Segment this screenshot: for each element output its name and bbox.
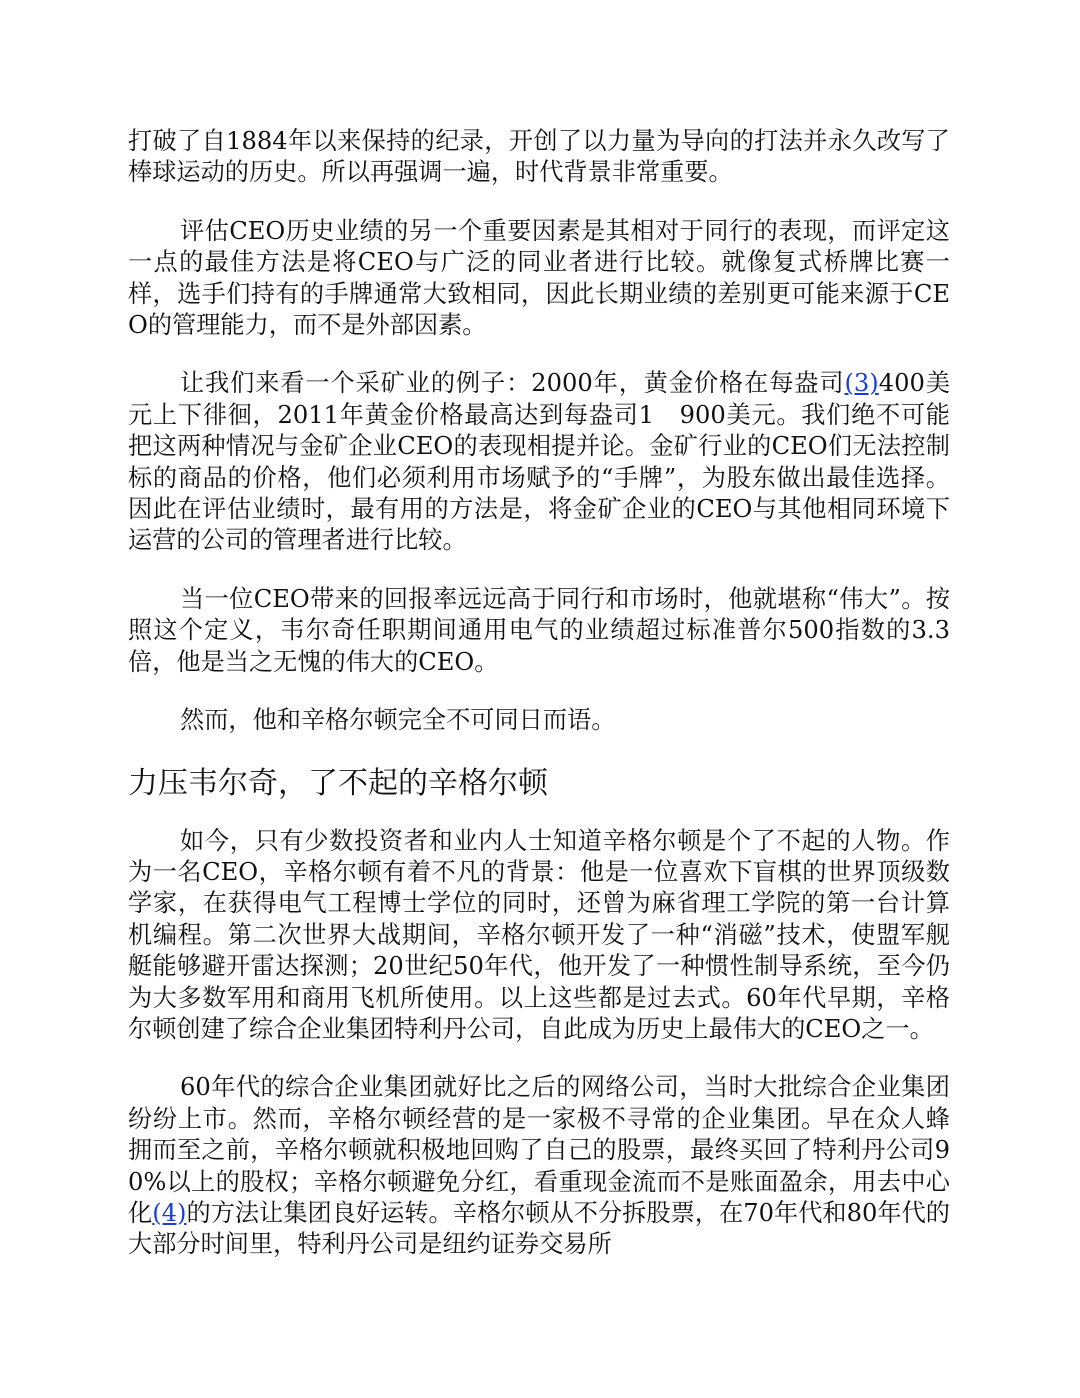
paragraph-3 [128,368,950,556]
paragraph-6: 如今，只有少数投资者和业内人士知道辛格尔顿是个了不起的人物。作为一名CEO，辛格尔顿有着不凡的背景：他是一位喜欢下盲棋的世界顶级数学家，在获得电气工程博士学位的同时，还曾为麻省理工学院的第一台计算机编程。第二次世界大战期间，辛格尔顿开发了一种“消磁”技术，使盟军舰艇能够避开雷达探测；20世纪50年代，他开发了一种惯性制导系统，至今仍为大多数军用和商用飞机所使用。以上这些都是过去式。60年代早期，辛格尔顿创建了综合企业集团特利丹公司，自此成为历史上最伟大的CEO之一。 [128,826,950,1043]
paragraph-5: 然而，他和辛格尔顿完全不可同日而语。 [180,706,616,735]
paragraph-7 [128,1072,950,1260]
paragraph-3-text-a: 让我们来看一个采矿业的例子：2000年，黄金价格在每盎司 [180,369,845,398]
paragraph-3-text-b: 400美元上下徘徊，2011年黄金价格最高达到每盎司1 900美元。我们绝不可能把这两种情况与金矿企业CEO的表现相提并论。金矿行业的CEO们无法控制标的商品的价格，他们必须利用市场赋予的“手牌”，为股东做出最佳选择。因此在评估业绩时，最有用的方法是，将金矿企业的CEO与其他相同环境下运营的公司的管理者进行比较。 [128,369,951,555]
paragraph-7-text-b: 的方法让集团良好运转。辛格尔顿从不分拆股票，在70年代和80年代的大部分时间里，特利丹公司是纽约证券交易所 [128,1198,950,1259]
paragraph-7-text-a: 60年代的综合企业集团就好比之后的网络公司，当时大批综合企业集团纷纷上市。然而，辛格尔顿经营的是一家极不寻常的企业集团。早在众人蜂拥而至之前，辛格尔顿就积极地回购了自己的股票，最终买回了特利丹公司90%以上的股权；辛格尔顿避免分红，看重现金流而不是账面盈余，用去中心化 [128,1073,950,1227]
footnote-link-4[interactable]: (4) [152,1198,187,1227]
footnote-link-3[interactable]: (3) [844,369,879,398]
paragraph-1: 打破了自1884年以来保持的纪录，开创了以力量为导向的打法并永久改写了棒球运动的历史。所以再强调一遍，时代背景非常重要。 [128,127,950,187]
paragraph-4: 当一位CEO带来的回报率远远高于同行和市场时，他就堪称“伟大”。按照这个定义，韦尔奇任职期间通用电气的业绩超过标准普尔500指数的3.3倍，他是当之无愧的伟大的CEO。 [128,584,950,676]
section-heading: 力压韦尔奇，了不起的辛格尔顿 [128,765,548,801]
document-page [128,126,950,1288]
paragraph-2: 评估CEO历史业绩的另一个重要因素是其相对于同行的表现，而评定这一点的最佳方法是将CEO与广泛的同业者进行比较。就像复式桥牌比赛一样，选手们持有的手牌通常大致相同，因此长期业绩的差别更可能来源于CEO的管理能力，而不是外部因素。 [128,216,950,340]
